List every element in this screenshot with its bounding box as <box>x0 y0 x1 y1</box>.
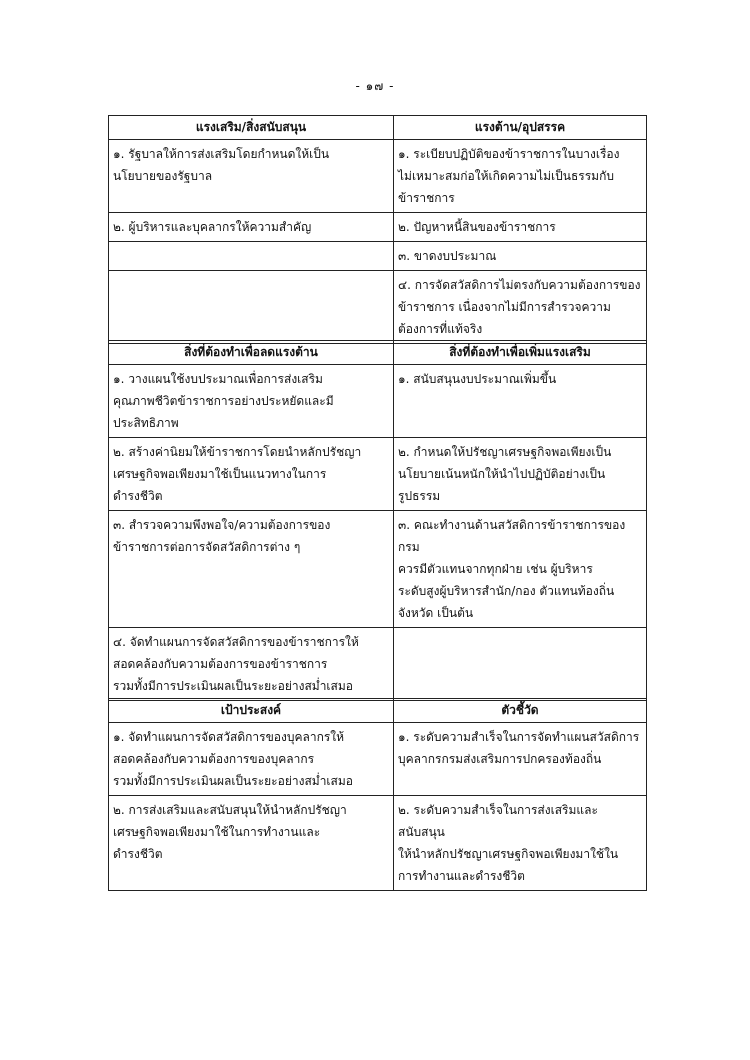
obstacle-header: แรงต้าน/อุปสรรค <box>394 116 647 140</box>
table-row <box>109 140 647 213</box>
cell-text: ๒. กำหนดให้ปรัชญาเศรษฐกิจพอเพียงเป็น นโยบายเน้นหนักให้นำไปปฏิบัติอย่างเป็น รูปธรรม <box>398 445 612 503</box>
goal-header: เป้าประสงค์ <box>109 699 394 723</box>
cell-text: ๒. การส่งเสริมและสนับสนุนให้นำหลักปรัชญา เศรษฐกิจพอเพียงมาใช้ในการทำงานและ ดำรงชีวิต <box>113 803 347 861</box>
table-cell <box>109 365 394 438</box>
cell-text: ๓. สำรวจความพึงพอใจ/ความต้องการของ ข้าราชการต่อการจัดสวัสดิการต่าง ๆ <box>113 518 331 554</box>
cell-text: ๑. รัฐบาลให้การส่งเสริมโดยกำหนดให้เป็น นโยบายของรัฐบาล <box>113 147 330 183</box>
cell-text: ๔. จัดทำแผนการจัดสวัสดิการของข้าราชการให้ สอดคล้องกับความต้องการของข้าราชการ รวมทั้งมีการประเมินผลเป็นระยะอย่างสม่ำเสมอ <box>113 635 359 693</box>
table-row <box>109 242 647 271</box>
support-obstacle-table <box>108 115 647 344</box>
table-cell <box>394 511 647 628</box>
table-row <box>109 723 647 796</box>
reduce-obstacle-header: สิ่งที่ต้องทำเพื่อลดแรงต้าน <box>109 341 394 365</box>
table-cell <box>394 242 647 271</box>
goals-indicators-table <box>108 698 647 891</box>
table-cell <box>394 438 647 511</box>
table-row <box>109 438 647 511</box>
table-row <box>109 796 647 891</box>
table-cell <box>109 796 394 891</box>
table-cell <box>394 140 647 213</box>
cell-text: ๔. การจัดสวัสดิการไม่ตรงกับความต้องการของ ข้าราชการ เนื่องจากไม่มีการสำรวจความ ต้องการที่แท้จริง <box>398 278 641 336</box>
table-cell <box>109 723 394 796</box>
cell-text: ๓. ขาดงบประมาณ <box>398 249 497 263</box>
table-row <box>109 628 647 701</box>
cell-text: ๒. ผู้บริหารและบุคลากรให้ความสำคัญ <box>113 220 312 234</box>
table-row <box>109 213 647 242</box>
table-cell <box>109 271 394 344</box>
page-number: - ๑๗ - <box>355 79 395 93</box>
table-row <box>109 511 647 628</box>
table-cell <box>394 271 647 344</box>
cell-text: ๑. ระดับความสำเร็จในการจัดทำแผนสวัสดิการ บุคลากรกรมส่งเสริมการปกครองท้องถิ่น <box>398 730 640 766</box>
cell-text: ๒. สร้างค่านิยมให้ข้าราชการโดยนำหลักปรัชญา เศรษฐกิจพอเพียงมาใช้เป็นแนวทางในการ ดำรงชีวิต <box>113 445 362 503</box>
table-cell <box>394 796 647 891</box>
table-cell <box>109 438 394 511</box>
table-row <box>109 365 647 438</box>
table-cell <box>109 242 394 271</box>
table-cell <box>394 723 647 796</box>
table-cell <box>109 628 394 701</box>
cell-text: ๑. สนับสนุนงบประมาณเพิ่มขึ้น <box>398 372 557 386</box>
cell-text: ๑. วางแผนใช้งบประมาณเพื่อการส่งเสริม คุณภาพชีวิตข้าราชการอย่างประหยัดและมี ประสิทธิภาพ <box>113 372 334 430</box>
table-header-row <box>109 341 647 365</box>
table-cell <box>109 511 394 628</box>
table-header-row <box>109 699 647 723</box>
table-cell <box>109 140 394 213</box>
table-cell <box>394 213 647 242</box>
table-row <box>109 271 647 344</box>
table-cell <box>394 365 647 438</box>
cell-text: ๒. ระดับความสำเร็จในการส่งเสริมและสนับสนุน ให้นำหลักปรัชญาเศรษฐกิจพอเพียงมาใช้ใน การทำงานและดำรงชีวิต <box>398 803 619 883</box>
table-cell <box>394 628 647 701</box>
cell-text: ๓. คณะทำงานด้านสวัสดิการข้าราชการของกรม ควรมีตัวแทนจากทุกฝ่าย เช่น ผู้บริหาร ระดับสูงผู้บริหารสำนัก/กอง ตัวแทนท้องถิ่น จังหวัด เป็นต้น <box>398 518 626 620</box>
cell-text: ๑. จัดทำแผนการจัดสวัสดิการของบุคลากรให้ สอดคล้องกับความต้องการของบุคลากร รวมทั้งมีการประเมินผลเป็นระยะอย่างสม่ำเสมอ <box>113 730 353 788</box>
cell-text: ๑. ระเบียบปฏิบัติของข้าราชการในบางเรื่อง ไม่เหมาะสมก่อให้เกิดความไม่เป็นธรรมกับ ข้าราชการ <box>398 147 620 205</box>
table-cell <box>109 213 394 242</box>
support-header: แรงเสริม/สิ่งสนับสนุน <box>109 116 394 140</box>
cell-text: ๒. ปัญหาหนี้สินของข้าราชการ <box>398 220 556 234</box>
increase-support-header: สิ่งที่ต้องทำเพื่อเพิ่มแรงเสริม <box>394 341 647 365</box>
table-header-row <box>109 116 647 140</box>
indicator-header: ตัวชี้วัด <box>394 699 647 723</box>
actions-table <box>108 340 647 701</box>
